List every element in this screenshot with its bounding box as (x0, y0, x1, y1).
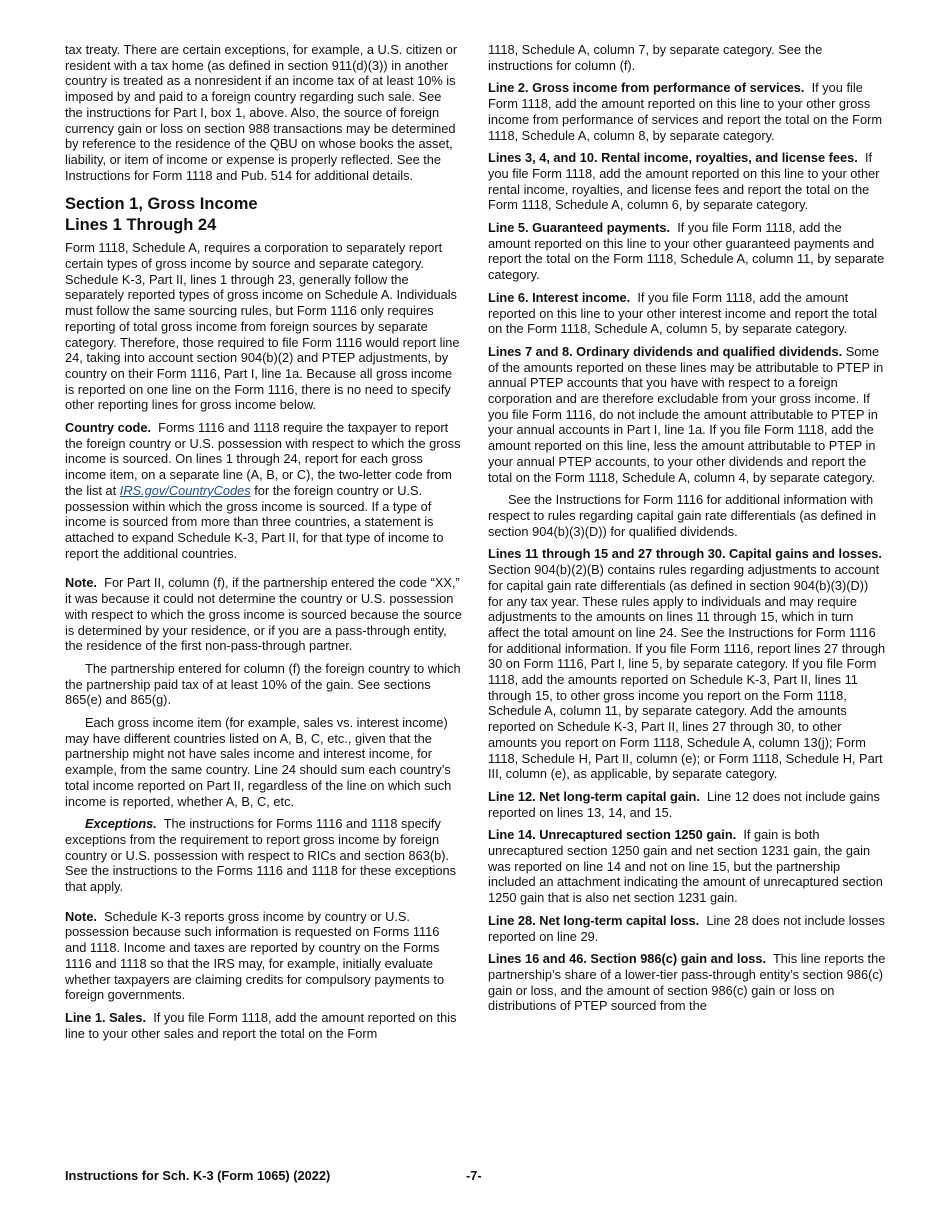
paragraph-country-code (65, 420, 462, 561)
line-5-text: If you file Form 1118, add the amount reported on this line to your other guaranteed payments and report the total on the Form 1118, Schedule A, column 11, by separate category. (488, 220, 885, 283)
paragraph-note-2 (65, 909, 462, 1003)
lines-16-46-text: This line reports the partnership’s share of a lower-tier pass-through entity’s section 986(c) gain or loss, and the amount of section 986(c) gain or loss on distributions of PTEP sourced from the (488, 951, 886, 1014)
line-6-text: If you file Form 1118, add the amount reported on this line to your other interest income and report the total on the Form 1118, Schedule A, column 5, by separate category. (488, 289, 878, 337)
lines-3-4-10-text: If you file Form 1118, add the amount reported on this line to your other rental income, royalties, and license fees and report the total on the Form 1118, Schedule A, column 6, by separate category. (488, 150, 880, 213)
paragraph-line-14 (488, 827, 886, 906)
note-1-text: For Part II, column (f), if the partnership entered the code “XX,” it was because it could not determine the country or U.S. possession with respect to which the gross income is sourced because the source is determined by your residence, or if you are a pass-through entity, the residence of the first non-pass-through partner. (65, 575, 462, 654)
note-2-heading: Note. (65, 908, 97, 924)
section-heading (65, 194, 462, 236)
paragraph-partnership: The partnership entered for column (f) the foreign country to which the partnership paid tax of at least 10% of the gain. See sections 865(e) and 865(g). (65, 660, 461, 708)
line-14-heading: Line 14. Unrecaptured section 1250 gain. (488, 827, 737, 843)
line-14-text: If gain is both unrecaptured section 1250 gain and net section 1231 gain, the gain was reported on line 14 and not on line 15, but the partnership included an attachment indicating the amount of unrecaptured section 1250 gain that is also net section 1231 gain. (488, 827, 883, 906)
line-12-text: Line 12 does not include gains reported on lines 13, 14, and 15. (488, 788, 880, 820)
line-28-heading: Line 28. Net long-term capital loss. (488, 912, 700, 928)
country-code-text-b: for the foreign country or U.S. possession within which the gross income is sourced. If a type of income is sourced from more than three countries, a statement is attached to expand Schedule K-3, Part II, for that type of income to report the additional countries. (65, 482, 444, 561)
paragraph-line-5 (488, 220, 886, 283)
capital-gains-heading: Lines 11 through 15 and 27 through 30. Capital gains and losses. (488, 546, 882, 562)
exceptions-heading: Exceptions. (85, 816, 157, 832)
right-column (488, 42, 886, 1021)
paragraph-form-1118: Form 1118, Schedule A, requires a corporation to separately report certain types of gross income by source and separate category. Schedule K-3, Part II, lines 1 through 23, generally follow the separately reported types of gross income on Schedule A. Individuals must follow the same sourcing rules, but Form 1116 only requires reporting of total gross income from foreign sources by separate category. Therefore, those required to file Form 1116 would report line 24, taking into account section 904(b)(2) and PTEP adjustments, by country on their Form 1116, Part I, line 1a. Because all gross income is reported on one line on the Form 1116, there is no need to specify other reporting lines for gross income below. (65, 240, 460, 413)
exceptions-text: The instructions for Forms 1116 and 1118 specify exceptions from the requirement to report gross income by foreign country or U.S. possession with respect to RICs and section 863(b). See the instructions to the Forms 1116 and 1118 for these exceptions that apply. (65, 816, 457, 895)
lines-7-8-heading: Lines 7 and 8. Ordinary dividends and qualified dividends. (488, 343, 843, 359)
page-number: -7- (466, 1168, 482, 1183)
paragraph-line-12 (488, 789, 886, 820)
line-12-heading: Line 12. Net long-term capital gain. (488, 788, 700, 804)
lines-16-46-heading: Lines 16 and 46. Section 986(c) gain and loss. (488, 951, 767, 967)
paragraph-line-1 (65, 1010, 462, 1041)
paragraph-capital-gains (488, 546, 886, 782)
left-column (65, 42, 462, 1048)
paragraph-line-2 (488, 80, 886, 143)
paragraph-each-item: Each gross income item (for example, sales vs. interest income) may have different countries listed on A, B, C, etc., given that the partnership might not have sales income and interest income, for example, from the same country. Line 24 should sum each country’s total income reported on Part II, regardless of the line on which such income is reported, whether A, B, C, etc. (65, 715, 452, 809)
line-28-text: Line 28 does not include losses reported on line 29. (488, 912, 885, 944)
section-heading-line-1: Section 1, Gross Income (65, 195, 258, 214)
paragraph-lines-16-46 (488, 951, 886, 1014)
paragraph-note-1 (65, 575, 462, 654)
paragraph-lines-3-4-10 (488, 150, 886, 213)
paragraph-line-6 (488, 290, 886, 337)
paragraph-continued: 1118, Schedule A, column 7, by separate category. See the instructions for column (f). (488, 42, 823, 73)
paragraph-line-28 (488, 913, 886, 944)
lines-3-4-10-heading: Lines 3, 4, and 10. Rental income, royalties, and license fees. (488, 150, 858, 166)
line-5-heading: Line 5. Guaranteed payments. (488, 220, 671, 236)
line-2-heading: Line 2. Gross income from performance of services. (488, 80, 805, 96)
section-heading-line-2: Lines 1 Through 24 (65, 216, 217, 235)
paragraph-intro: tax treaty. There are certain exceptions, for example, a U.S. citizen or resident with a tax home (as defined in section 911(d)(3)) in another country is treated as a nonresident if an income tax of at least 10% is imposed by and paid to a foreign country regarding such sale. See the instructions for Part I, box 1, above. Also, the source of foreign currency gain or loss on section 988 transactions may be determined by reference to the residence of the QBU on whose books the asset, liability, or item of income or expense is properly reflected. See the Instructions for Form 1118 and Pub. 514 for additional details. (65, 42, 458, 183)
line-1-heading: Line 1. Sales. (65, 1009, 147, 1025)
capital-gains-text: Section 904(b)(2)(B) contains rules regarding adjustments to account for capital gain rate differentials (as defined in section 904(b)(3)(D)) for any tax year. These rules apply to individuals and may require adjustments to the amounts on lines 11 through 15, which in turn affect the total amount on line 24. See the Instructions for Form 1116 for additional information. If you file Form 1116, report lines 27 through 30 on Form 1116, Part I, line 5, by separate category. If you file Form 1118, add the amounts reported on Schedule K-3, Part II, lines 11 through 15, to other gross income you report on the Form 1118, Schedule A, column 11, by separate category. Add the amounts reported on Schedule K-3, Part II, lines 27 through 30, to other amounts you report on Form 1118, Schedule A, column 13(j); Form 1118, Schedule H, Part II, column (e); or Form 1118, Schedule H, Part III, column (e), as applicable, by separate category. (488, 562, 886, 782)
line-1-text: If you file Form 1118, add the amount reported on this line to your other sales and report the total on the Form (65, 1009, 457, 1041)
note-2-text: Schedule K-3 reports gross income by country or U.S. possession because such information is requested on Forms 1116 and 1118. Income and taxes are reported by country on the Forms 1116 and 1118 so that the IRS may, for example, initially evaluate whether taxpayers are claiming credits for compulsory payments to foreign governments. (65, 908, 445, 1003)
country-code-heading: Country code. (65, 420, 152, 436)
paragraph-exceptions (65, 816, 462, 895)
footer-title: Instructions for Sch. K-3 (Form 1065) (2022) (65, 1168, 331, 1183)
country-codes-link[interactable]: IRS.gov/CountryCodes (119, 482, 251, 498)
line-2-text: If you file Form 1118, add the amount reported on this line to your other gross income from performance of services and report the total on the Form 1118, Schedule A, column 8, by separate category. (488, 80, 883, 143)
lines-7-8-text: Some of the amounts reported on these lines may be attributable to PTEP in annual PTEP accounts that you have with respect to a foreign corporation and are therefore excludable from your gross income. If you file Form 1116, do not include the amount attributable to PTEP in your annual accounts in Part I, line 1a. If you file Form 1118, add the amount reported on this line, less the amount attributable to PTEP in your annual PTEP accounts, to your other dividends and report the total on the Form 1118, Schedule A, column 4, by separate category. (488, 343, 884, 485)
paragraph-see-instructions: See the Instructions for Form 1116 for additional information with respect to rules regarding capital gain rate differentials (as defined in section 904(b)(3)(D)) for qualified dividends. (488, 492, 877, 539)
country-code-text-a: Forms 1116 and 1118 require the taxpayer to report the foreign country or U.S. possession with respect to which the gross income is sourced. On lines 1 through 24, report for each gross income item, on a separate line (A, B, or C), the two-letter code from the list at (65, 420, 461, 498)
note-1-heading: Note. (65, 575, 97, 591)
paragraph-lines-7-8 (488, 344, 886, 485)
line-6-heading: Line 6. Interest income. (488, 289, 631, 305)
